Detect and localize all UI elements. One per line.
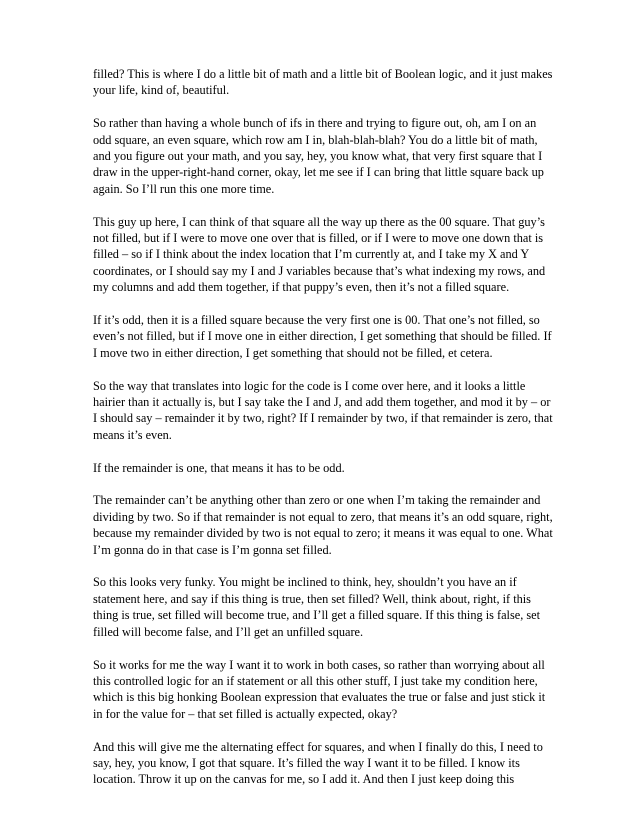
paragraph: So rather than having a whole bunch of ifs in there and trying to figure out, oh, am I on an odd square, an even square, which row am I in, blah-blah-blah? You do a little bit of math, and you figure out your math, and you say, hey, you know what, that very first square that I draw in the upper-right-hand corner, okay, let me see if I can bring that little square back up again. So I’ll run this one more time. [93,116,544,196]
paragraph: So the way that translates into logic for the code is I come over here, and it looks a little hairier than it actually is, but I say take the I and J, and add them together, and mod it by – or I should say – remainder it by two, right? If I remainder by two, if that remainder is zero, that means it’s even. [93,378,553,442]
transcript-body [93,66,553,788]
paragraph: If the remainder is one, that means it has to be odd. [93,460,345,475]
paragraph: filled? This is where I do a little bit of math and a little bit of Boolean logic, and it just makes your life, kind of, beautiful. [93,67,553,98]
paragraph: And this will give me the alternating effect for squares, and when I finally do this, I need to say, hey, you know, I got that square. It’s filled the way I want it to be filled. I know its location. Throw it up on the canvas for me, so I add it. And then I just keep doing this [93,739,543,787]
paragraph: So this looks very funky. You might be inclined to think, hey, shouldn’t you have an if statement here, and say if this thing is true, then set filled? Well, think about, right, if this thing is true, set filled will become true, and I’ll get a filled square. If this thing is false, set filled will become false, and I’ll get an unfilled square. [93,575,541,639]
paragraph: If it’s odd, then it is a filled square because the very first one is 00. That one’s not filled, so even’s not filled, but if I move one in either direction, I get something that should be filled. If I move two in either direction, I get something that should not be filled, et cetera. [93,313,552,360]
paragraph: The remainder can’t be anything other than zero or one when I’m taking the remainder and dividing by two. So if that remainder is not equal to zero, that means it’s an odd square, right, because my remainder divided by two is not equal to zero; it means it was equal to one. What I’m gonna do in that case is I’m gonna set filled. [93,493,553,557]
paragraph: This guy up here, I can think of that square all the way up there as the 00 square. That guy’s not filled, but if I were to move one over that is filled, or if I were to move one down that is filled – so if I think about the index location that I’m currently at, and I take my X and Y coordinates, or I should say my I and J variables because that’s what indexing my rows, and my columns and add them together, if that puppy’s even, then it’s not a filled square. [93,214,546,295]
paragraph: So it works for me the way I want it to work in both cases, so rather than worrying about all this controlled logic for an if statement or all this other stuff, I just take my condition here, which is this big honking Boolean expression that evaluates the true or false and just stick it in for the value for – that set filled is actually expected, okay? [93,657,546,721]
